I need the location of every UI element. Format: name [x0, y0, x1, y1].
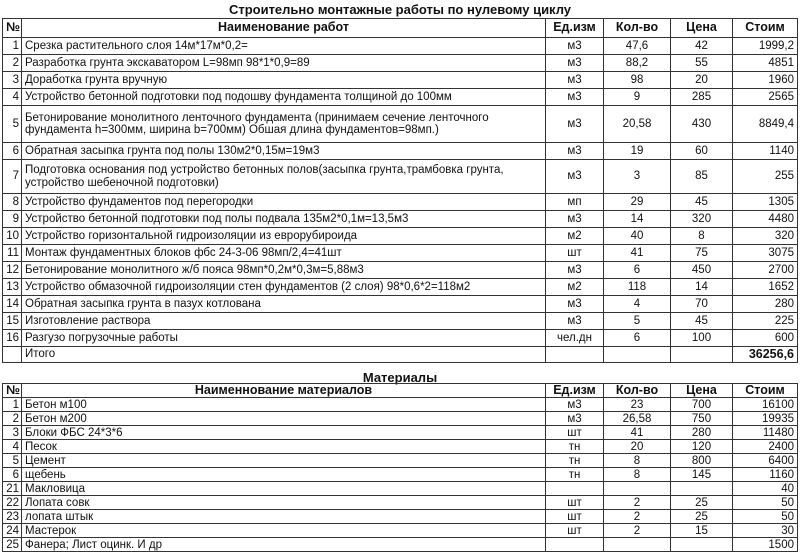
row-price: 45 [671, 194, 733, 211]
table-row [3, 398, 798, 412]
row-qty: 9 [604, 89, 671, 106]
total-value: 36256,6 [733, 347, 798, 363]
row-number: 2 [3, 412, 22, 426]
row-cost: 3075 [733, 245, 798, 262]
row-unit: м3 [546, 262, 604, 279]
row-unit: тн [546, 468, 604, 482]
row-unit: тн [546, 440, 604, 454]
row-unit: шт [546, 245, 604, 262]
row-number: 22 [3, 496, 22, 510]
row-name: лопата штык [22, 510, 546, 524]
row-cost: 4480 [733, 211, 798, 228]
row-unit: м3 [546, 38, 604, 55]
row-name: Срезка растительного слоя 14м*17м*0,2= [22, 38, 546, 55]
row-qty: 8 [604, 454, 671, 468]
table-row [3, 538, 798, 552]
row-number: 7 [3, 160, 22, 194]
row-number: 13 [3, 279, 22, 296]
row-price: 85 [671, 160, 733, 194]
row-name: Обратная засыпка грунта под полы 130м2*0,15м=19м3 [22, 143, 546, 160]
header-cost: Стоим [733, 19, 798, 38]
row-name: Устройство горизонтальной гидроизоляции из еврорубироида [22, 228, 546, 245]
materials-title: Материалы [362, 370, 438, 385]
table-row [3, 524, 798, 538]
materials-header-row [3, 384, 798, 398]
row-qty: 41 [604, 245, 671, 262]
row-name: Бетонирование монолитного ж/б пояса 98мп*0,2м*0,3м=5,88м3 [22, 262, 546, 279]
total-empty-cell [671, 347, 733, 363]
row-name: Песок [22, 440, 546, 454]
row-cost: 2565 [733, 89, 798, 106]
row-unit: м3 [546, 296, 604, 313]
row-qty [604, 482, 671, 496]
total-row [3, 347, 798, 363]
row-cost: 1160 [733, 468, 798, 482]
table-row [3, 89, 798, 106]
materials-body [3, 398, 798, 552]
row-number: 8 [3, 194, 22, 211]
row-cost: 16100 [733, 398, 798, 412]
row-name: Разгузо погрузочные работы [22, 330, 546, 347]
row-qty: 29 [604, 194, 671, 211]
row-name: Лопата совк [22, 496, 546, 510]
table-row [3, 454, 798, 468]
row-unit: м3 [546, 143, 604, 160]
table-row [3, 55, 798, 72]
row-cost: 1960 [733, 72, 798, 89]
row-number: 4 [3, 440, 22, 454]
row-cost: 40 [733, 482, 798, 496]
row-qty: 8 [604, 468, 671, 482]
header-price: Цена [671, 19, 733, 38]
row-cost: 2400 [733, 440, 798, 454]
row-name: Устройство бетонной подготовки под подошву фундамента толщиной до 100мм [22, 89, 546, 106]
row-name: Доработка грунта вручную [22, 72, 546, 89]
row-name: Мастерок [22, 524, 546, 538]
table-row [3, 296, 798, 313]
row-name: Макловица [22, 482, 546, 496]
row-cost: 4851 [733, 55, 798, 72]
row-qty: 98 [604, 72, 671, 89]
row-cost: 8849,4 [733, 106, 798, 143]
row-name: щебень [22, 468, 546, 482]
table-row [3, 245, 798, 262]
row-number: 21 [3, 482, 22, 496]
row-unit [546, 538, 604, 552]
table-row [3, 72, 798, 89]
row-qty: 4 [604, 296, 671, 313]
table-row [3, 330, 798, 347]
row-name: Изготовление раствора [22, 313, 546, 330]
header-name: Наименнование материалов [22, 384, 546, 398]
row-unit: м3 [546, 313, 604, 330]
table-row [3, 468, 798, 482]
table-row [3, 194, 798, 211]
row-price: 70 [671, 296, 733, 313]
row-price: 55 [671, 55, 733, 72]
row-price: 14 [671, 279, 733, 296]
row-number: 5 [3, 454, 22, 468]
table-row [3, 426, 798, 440]
row-cost: 19935 [733, 412, 798, 426]
works-header-row [3, 19, 798, 38]
row-unit: шт [546, 524, 604, 538]
row-price: 45 [671, 313, 733, 330]
header-no: № [3, 384, 22, 398]
row-qty: 2 [604, 496, 671, 510]
header-cost: Стоим [733, 384, 798, 398]
header-unit: Ед.изм [546, 19, 604, 38]
row-price: 100 [671, 330, 733, 347]
row-number: 9 [3, 211, 22, 228]
row-name: Цемент [22, 454, 546, 468]
row-unit [546, 482, 604, 496]
table-row [3, 496, 798, 510]
row-name: Бетон м100 [22, 398, 546, 412]
row-name: Бетон м200 [22, 412, 546, 426]
row-qty: 14 [604, 211, 671, 228]
row-qty: 5 [604, 313, 671, 330]
table-row [3, 313, 798, 330]
row-number: 6 [3, 143, 22, 160]
table-row [3, 160, 798, 194]
row-qty [604, 538, 671, 552]
total-label: Итого [22, 347, 546, 363]
row-cost: 1140 [733, 143, 798, 160]
row-unit: м3 [546, 106, 604, 143]
row-unit: м3 [546, 398, 604, 412]
row-number: 15 [3, 313, 22, 330]
row-cost: 6400 [733, 454, 798, 468]
row-number: 1 [3, 398, 22, 412]
table-row [3, 228, 798, 245]
row-price: 750 [671, 412, 733, 426]
total-empty-cell [546, 347, 604, 363]
row-cost: 50 [733, 496, 798, 510]
total-empty-cell [3, 347, 22, 363]
total-empty-cell [604, 347, 671, 363]
row-price [671, 482, 733, 496]
row-qty: 118 [604, 279, 671, 296]
row-qty: 26,58 [604, 412, 671, 426]
row-name: Устройство фундаментов под перегородки [22, 194, 546, 211]
row-qty: 47,6 [604, 38, 671, 55]
row-number: 16 [3, 330, 22, 347]
works-table [2, 18, 798, 363]
row-price: 145 [671, 468, 733, 482]
row-price: 285 [671, 89, 733, 106]
row-cost: 1500 [733, 538, 798, 552]
row-qty: 88,2 [604, 55, 671, 72]
table-row [3, 279, 798, 296]
row-qty: 19 [604, 143, 671, 160]
works-body [3, 38, 798, 363]
row-price: 8 [671, 228, 733, 245]
row-price: 430 [671, 106, 733, 143]
row-price: 320 [671, 211, 733, 228]
row-price: 450 [671, 262, 733, 279]
row-number: 23 [3, 510, 22, 524]
table-row [3, 510, 798, 524]
header-qty: Кол-во [604, 384, 671, 398]
row-cost: 30 [733, 524, 798, 538]
row-number: 6 [3, 468, 22, 482]
row-number: 14 [3, 296, 22, 313]
row-number: 3 [3, 426, 22, 440]
row-unit: м3 [546, 211, 604, 228]
row-qty: 6 [604, 262, 671, 279]
row-number: 4 [3, 89, 22, 106]
row-name: Монтаж фундаментных блоков фбс 24-3-06 98мп/2,4=41шт [22, 245, 546, 262]
row-name: Фанера; Лист оцинк. И др [22, 538, 546, 552]
row-price [671, 538, 733, 552]
header-unit: Ед.изм [546, 384, 604, 398]
row-number: 10 [3, 228, 22, 245]
row-price: 25 [671, 510, 733, 524]
row-qty: 2 [604, 524, 671, 538]
table-row [3, 38, 798, 55]
row-unit: м3 [546, 55, 604, 72]
row-number: 1 [3, 38, 22, 55]
row-unit: м2 [546, 228, 604, 245]
row-number: 3 [3, 72, 22, 89]
row-price: 15 [671, 524, 733, 538]
table-row [3, 211, 798, 228]
row-cost: 225 [733, 313, 798, 330]
header-price: Цена [671, 384, 733, 398]
row-price: 700 [671, 398, 733, 412]
header-name: Наименование работ [22, 19, 546, 38]
row-number: 25 [3, 538, 22, 552]
row-unit: м3 [546, 160, 604, 194]
row-cost: 1305 [733, 194, 798, 211]
row-unit: шт [546, 510, 604, 524]
row-unit: чел.дн [546, 330, 604, 347]
row-qty: 20 [604, 440, 671, 454]
row-unit: шт [546, 496, 604, 510]
row-name: Бетонирование монолитного ленточного фундамента (принимаем сечение ленточного фундамента h=300мм, ширина b=700мм) Обшая длина фундаментов=98мп.) [22, 106, 546, 143]
row-unit: шт [546, 426, 604, 440]
row-name: Устройство бетонной подготовки под полы подвала 135м2*0,1м=13,5м3 [22, 211, 546, 228]
row-number: 12 [3, 262, 22, 279]
row-unit: тн [546, 454, 604, 468]
row-unit: м3 [546, 412, 604, 426]
row-cost: 50 [733, 510, 798, 524]
row-unit: м3 [546, 89, 604, 106]
row-qty: 40 [604, 228, 671, 245]
row-qty: 2 [604, 510, 671, 524]
row-number: 2 [3, 55, 22, 72]
row-name: Устройство обмазочной гидроизоляции стен фундаментов (2 слоя) 98*0,6*2=118м2 [22, 279, 546, 296]
table-row [3, 412, 798, 426]
row-number: 5 [3, 106, 22, 143]
table-row [3, 143, 798, 160]
row-price: 800 [671, 454, 733, 468]
row-price: 25 [671, 496, 733, 510]
row-price: 20 [671, 72, 733, 89]
row-cost: 11480 [733, 426, 798, 440]
row-unit: м3 [546, 72, 604, 89]
row-qty: 6 [604, 330, 671, 347]
row-price: 60 [671, 143, 733, 160]
table-row [3, 106, 798, 143]
materials-table [2, 383, 798, 552]
row-cost: 1999,2 [733, 38, 798, 55]
row-qty: 41 [604, 426, 671, 440]
row-name: Разработка грунта экскаватором L=98мп 98*1*0,9=89 [22, 55, 546, 72]
row-price: 42 [671, 38, 733, 55]
row-number: 24 [3, 524, 22, 538]
row-cost: 600 [733, 330, 798, 347]
row-cost: 320 [733, 228, 798, 245]
header-qty: Кол-во [604, 19, 671, 38]
table-row [3, 482, 798, 496]
row-cost: 280 [733, 296, 798, 313]
works-title: Строительно монтажные работы по нулевому циклу [228, 2, 572, 17]
row-qty: 23 [604, 398, 671, 412]
row-number: 11 [3, 245, 22, 262]
row-cost: 2700 [733, 262, 798, 279]
row-unit: м2 [546, 279, 604, 296]
row-cost: 255 [733, 160, 798, 194]
table-row [3, 440, 798, 454]
table-row [3, 262, 798, 279]
row-name: Блоки ФБС 24*3*6 [22, 426, 546, 440]
row-cost: 1652 [733, 279, 798, 296]
row-qty: 3 [604, 160, 671, 194]
row-price: 120 [671, 440, 733, 454]
row-name: Подготовка основания под устройство бетонных полов(засыпка грунта,трамбовка грунта, устройство шебеночной подготовки) [22, 160, 546, 194]
row-qty: 20,58 [604, 106, 671, 143]
row-name: Обратная засыпка грунта в пазух котлована [22, 296, 546, 313]
row-price: 75 [671, 245, 733, 262]
row-unit: мп [546, 194, 604, 211]
header-no: № [3, 19, 22, 38]
row-price: 280 [671, 426, 733, 440]
